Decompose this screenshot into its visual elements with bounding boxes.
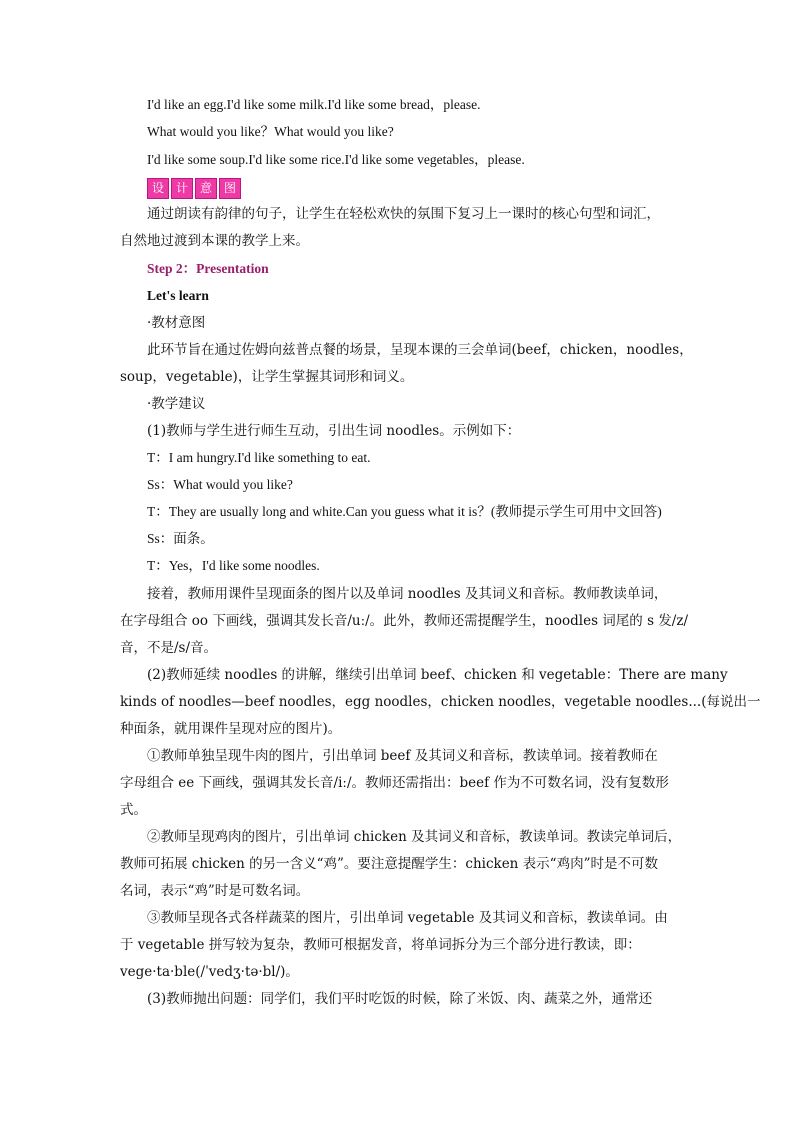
beef-para-line-3: 式。: [120, 802, 147, 818]
badge-char: 计: [171, 178, 193, 199]
vegetable-para-line-2: 于 vegetable 拼写较为复杂，教师可根据发音，将单词拆分为三个部分进行教读，即：: [120, 937, 641, 953]
beef-para-line-2: 字母组合 ee 下画线，强调其发长音/iː/。教师还需指出：beef 作为不可数名词，没有复数形: [120, 775, 669, 791]
item2-line-3: 种面条，就用课件呈现对应的图片)。: [120, 721, 342, 737]
dialogue-line: T：They are usually long and white.Can you guess what it is？(教师提示学生可用中文回答): [147, 504, 662, 519]
lets-learn-heading: Let's learn: [147, 288, 209, 303]
material-intent-line-1: 此环节旨在通过佐姆向兹普点餐的场景，呈现本课的三会单词(beef，chicken，noodles，: [147, 342, 693, 358]
dialogue-line: T：I am hungry.I'd like something to eat.: [147, 450, 371, 465]
review-line-2: What would you like？What would you like?: [147, 124, 394, 139]
noodles-para-line-1: 接着，教师用课件呈现面条的图片以及单词 noodles 及其词义和音标。教师教读单词，: [147, 586, 668, 602]
badge-char: 意: [195, 178, 217, 199]
chicken-para-line-2: 教师可拓展 chicken 的另一含义“鸡”。要注意提醒学生：chicken 表示“鸡肉”时是不可数: [120, 856, 658, 872]
design-intent-line-1: 通过朗读有韵律的句子，让学生在轻松欢快的氛围下复习上一课时的核心句型和词汇，: [147, 206, 660, 222]
chicken-para-line-3: 名词，表示“鸡”时是可数名词。: [120, 883, 310, 899]
beef-para-line-1: ①教师单独呈现牛肉的图片，引出单词 beef 及其词义和音标，教读单词。接着教师在: [147, 748, 658, 764]
dialogue-line: Ss：What would you like?: [147, 477, 293, 492]
dialogue-line: Ss：面条。: [147, 531, 214, 546]
material-intent-heading: ·教材意图: [147, 315, 206, 331]
item2-line-2: kinds of noodles—beef noodles，egg noodles，chicken noodles，vegetable noodles...(每说出一: [120, 694, 761, 710]
noodles-para-line-3: 音，不是/s/音。: [120, 640, 218, 656]
step2-heading: Step 2：Presentation: [147, 261, 269, 276]
badge-char: 图: [219, 178, 241, 199]
dialogue-line: T：Yes，I'd like some noodles.: [147, 558, 320, 573]
item1-intro: (1)教师与学生进行师生互动，引出生词 noodles。示例如下：: [147, 423, 521, 439]
badge-char: 设: [147, 178, 169, 199]
chicken-para-line-1: ②教师呈现鸡肉的图片，引出单词 chicken 及其词义和音标，教读单词。教读完单词后，: [147, 829, 682, 845]
vegetable-para-line-3: vege·ta·ble(/ˈvedʒ·tə·bl/)。: [120, 964, 299, 980]
vegetable-para-line-1: ③教师呈现各式各样蔬菜的图片，引出单词 vegetable 及其词义和音标，教读单词。由: [147, 910, 668, 926]
design-intent-line-2: 自然地过渡到本课的教学上来。: [120, 233, 309, 249]
review-line-1: I'd like an egg.I'd like some milk.I'd like some bread，please.: [147, 97, 481, 112]
design-intent-badge: [147, 178, 241, 198]
material-intent-line-2: soup，vegetable)，让学生掌握其词形和词义。: [120, 369, 414, 385]
item3-line: (3)教师抛出问题：同学们，我们平时吃饭的时候，除了米饭、肉、蔬菜之外，通常还: [147, 991, 653, 1007]
noodles-para-line-2: 在字母组合 oo 下画线，强调其发长音/uː/。此外，教师还需提醒学生，noodles 词尾的 s 发/z/: [120, 613, 689, 629]
item2-line-1: (2)教师延续 noodles 的讲解，继续引出单词 beef、chicken 和 vegetable：There are many: [147, 667, 728, 683]
teaching-suggestion-heading: ·教学建议: [147, 396, 206, 412]
review-line-3: I'd like some soup.I'd like some rice.I'd like some vegetables，please.: [147, 152, 525, 167]
